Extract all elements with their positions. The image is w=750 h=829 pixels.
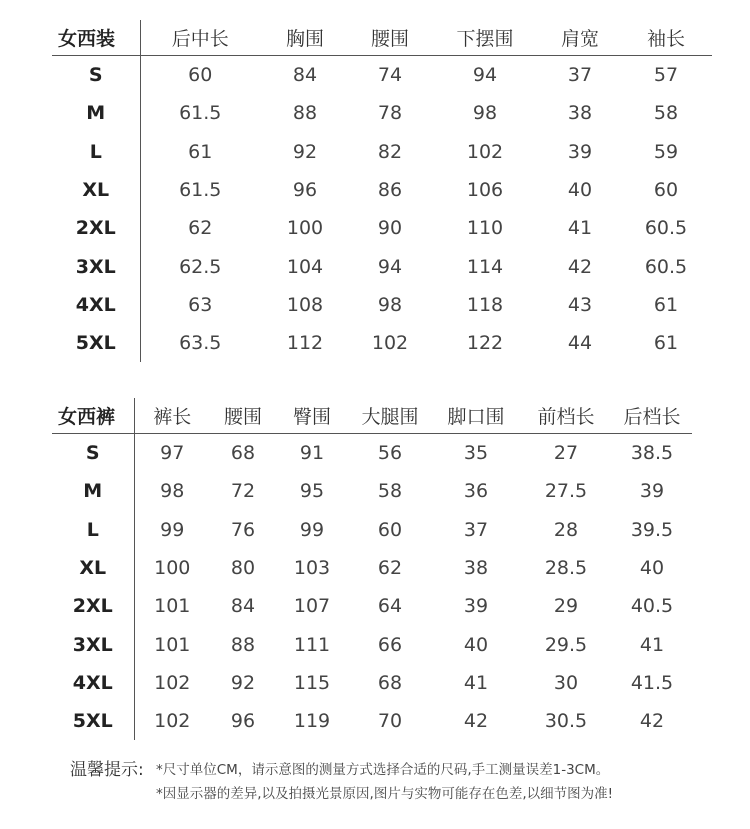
measurement-cell: 119 bbox=[293, 710, 331, 733]
measurement-cell: 41 bbox=[639, 633, 665, 656]
measurement-cell: 38 bbox=[567, 102, 593, 125]
measurement-cell: 102 bbox=[466, 140, 504, 163]
column-header: 肩宽 bbox=[540, 20, 620, 56]
size-label: M bbox=[52, 94, 140, 132]
measurement-cell: 63 bbox=[188, 293, 213, 316]
measurement-cell: 76 bbox=[230, 518, 256, 541]
measurement-cell: 112 bbox=[286, 332, 324, 355]
measurement-cell: 97 bbox=[160, 442, 185, 465]
measurement-cell: 78 bbox=[377, 102, 403, 125]
measurement-cell: 60 bbox=[188, 64, 213, 87]
size-label: 3XL bbox=[52, 247, 140, 285]
measurement-cell: 39.5 bbox=[630, 518, 674, 541]
measurement-cell: 40 bbox=[639, 557, 665, 580]
measurement-cell: 61 bbox=[653, 293, 679, 316]
measurement-cell: 82 bbox=[377, 140, 403, 163]
measurement-cell: 101 bbox=[154, 595, 191, 618]
measurement-cell: 102 bbox=[154, 671, 191, 694]
column-header: 胸围 bbox=[260, 20, 350, 56]
measurement-cell: 44 bbox=[567, 332, 593, 355]
column-header: 腰围 bbox=[210, 398, 276, 434]
measurement-cell: 99 bbox=[160, 518, 185, 541]
column-header: 后档长 bbox=[612, 398, 692, 434]
measurement-cell: 84 bbox=[292, 64, 318, 87]
measurement-cell: 61.5 bbox=[179, 102, 222, 125]
table-row bbox=[52, 702, 692, 740]
measurement-cell: 36 bbox=[463, 480, 489, 503]
table-row bbox=[52, 286, 712, 324]
measurement-cell: 28 bbox=[553, 518, 579, 541]
size-label: XL bbox=[52, 171, 140, 209]
measurement-cell: 115 bbox=[293, 671, 331, 694]
size-label: S bbox=[52, 56, 140, 95]
measurement-cell: 84 bbox=[230, 595, 256, 618]
column-header: 腰围 bbox=[350, 20, 430, 56]
measurement-cell: 102 bbox=[154, 710, 191, 733]
table-row bbox=[52, 94, 712, 132]
measurement-cell: 102 bbox=[371, 332, 409, 355]
measurement-cell: 108 bbox=[286, 293, 324, 316]
measurement-cell: 28.5 bbox=[544, 557, 588, 580]
size-label: 2XL bbox=[52, 209, 140, 247]
measurement-cell: 88 bbox=[292, 102, 318, 125]
table-row bbox=[52, 209, 712, 247]
size-label: 4XL bbox=[52, 286, 140, 324]
measurement-cell: 61 bbox=[188, 140, 213, 163]
column-header: 脚口围 bbox=[432, 398, 520, 434]
measurement-cell: 42 bbox=[567, 255, 593, 278]
measurement-cell: 30.5 bbox=[544, 710, 588, 733]
measurement-cell: 41 bbox=[567, 217, 593, 240]
measurement-cell: 40.5 bbox=[630, 595, 674, 618]
measurement-cell: 107 bbox=[293, 595, 331, 618]
measurement-cell: 74 bbox=[377, 64, 403, 87]
measurement-cell: 60 bbox=[377, 518, 403, 541]
measurement-cell: 37 bbox=[463, 518, 489, 541]
measurement-cell: 104 bbox=[286, 255, 324, 278]
measurement-cell: 57 bbox=[653, 64, 679, 87]
measurement-cell: 95 bbox=[299, 480, 325, 503]
table-row bbox=[52, 511, 692, 549]
size-label: M bbox=[52, 472, 134, 510]
measurement-cell: 66 bbox=[377, 633, 403, 656]
measurement-cell: 63.5 bbox=[179, 332, 222, 355]
measurement-cell: 90 bbox=[377, 217, 403, 240]
measurement-cell: 111 bbox=[293, 633, 331, 656]
measurement-cell: 60 bbox=[653, 179, 679, 202]
table-row bbox=[52, 625, 692, 663]
measurement-cell: 39 bbox=[463, 595, 489, 618]
measurement-cell: 39 bbox=[639, 480, 665, 503]
table-row bbox=[52, 434, 692, 473]
measurement-cell: 43 bbox=[567, 293, 593, 316]
measurement-cell: 38 bbox=[463, 557, 489, 580]
measurement-cell: 41.5 bbox=[630, 671, 674, 694]
measurement-cell: 68 bbox=[230, 442, 256, 465]
measurement-cell: 61 bbox=[653, 332, 679, 355]
table-row bbox=[52, 133, 712, 171]
table-row bbox=[52, 56, 712, 95]
column-header: 后中长 bbox=[140, 20, 260, 56]
measurement-cell: 118 bbox=[466, 293, 504, 316]
measurement-cell: 86 bbox=[377, 179, 403, 202]
column-header: 下摆围 bbox=[430, 20, 540, 56]
measurement-cell: 96 bbox=[292, 179, 318, 202]
measurement-cell: 98 bbox=[377, 293, 403, 316]
measurement-cell: 27 bbox=[553, 442, 579, 465]
table-row bbox=[52, 664, 692, 702]
measurement-cell: 98 bbox=[472, 102, 498, 125]
size-label: 3XL bbox=[52, 625, 134, 663]
measurement-cell: 58 bbox=[377, 480, 403, 503]
size-label: 4XL bbox=[52, 664, 134, 702]
measurement-cell: 35 bbox=[463, 442, 489, 465]
size-label: 2XL bbox=[52, 587, 134, 625]
table-row bbox=[52, 587, 692, 625]
table-row bbox=[52, 247, 712, 285]
measurement-cell: 103 bbox=[293, 557, 331, 580]
measurement-cell: 100 bbox=[154, 557, 191, 580]
measurement-cell: 99 bbox=[299, 518, 325, 541]
size-label: S bbox=[52, 434, 134, 473]
measurement-cell: 42 bbox=[639, 710, 665, 733]
measurement-cell: 91 bbox=[299, 442, 325, 465]
measurement-cell: 56 bbox=[377, 442, 403, 465]
measurement-cell: 70 bbox=[377, 710, 403, 733]
measurement-cell: 61.5 bbox=[179, 179, 222, 202]
measurement-cell: 58 bbox=[653, 102, 679, 125]
measurement-cell: 114 bbox=[466, 255, 504, 278]
table-row bbox=[52, 472, 692, 510]
measurement-cell: 30 bbox=[553, 671, 579, 694]
measurement-cell: 41 bbox=[463, 671, 489, 694]
measurement-cell: 100 bbox=[286, 217, 324, 240]
measurement-cell: 62 bbox=[377, 557, 403, 580]
size-label: 5XL bbox=[52, 324, 140, 362]
tips-section bbox=[70, 758, 613, 806]
tips-label: 温馨提示: bbox=[70, 760, 144, 780]
measurement-cell: 39 bbox=[567, 140, 593, 163]
column-header: 前档长 bbox=[520, 398, 612, 434]
measurement-cell: 42 bbox=[463, 710, 489, 733]
column-header: 大腿围 bbox=[348, 398, 432, 434]
measurement-cell: 29.5 bbox=[544, 633, 588, 656]
measurement-cell: 68 bbox=[377, 671, 403, 694]
measurement-cell: 88 bbox=[230, 633, 256, 656]
size-label: L bbox=[52, 133, 140, 171]
measurement-cell: 92 bbox=[230, 671, 256, 694]
measurement-cell: 29 bbox=[553, 595, 579, 618]
size-label: 5XL bbox=[52, 702, 134, 740]
measurement-cell: 60.5 bbox=[644, 255, 688, 278]
tips-line: *尺寸单位CM，请示意图的测量方式选择合适的尺码,手工测量误差1-3CM。 bbox=[156, 762, 610, 778]
column-header: 臀围 bbox=[276, 398, 348, 434]
measurement-cell: 110 bbox=[466, 217, 504, 240]
measurement-cell: 40 bbox=[567, 179, 593, 202]
size-label: XL bbox=[52, 549, 134, 587]
table-row bbox=[52, 171, 712, 209]
jacket-size-table bbox=[52, 20, 712, 362]
table-header-row bbox=[52, 20, 712, 56]
measurement-cell: 94 bbox=[377, 255, 403, 278]
table-title: 女西装 bbox=[52, 20, 140, 56]
measurement-cell: 37 bbox=[567, 64, 593, 87]
column-header: 袖长 bbox=[620, 20, 712, 56]
measurement-cell: 98 bbox=[160, 480, 185, 503]
table-header-row bbox=[52, 398, 692, 434]
table-row bbox=[52, 324, 712, 362]
measurement-cell: 62.5 bbox=[179, 255, 222, 278]
pants-size-table bbox=[52, 398, 692, 740]
measurement-cell: 122 bbox=[466, 332, 504, 355]
measurement-cell: 40 bbox=[463, 633, 489, 656]
measurement-cell: 38.5 bbox=[630, 442, 674, 465]
column-header: 裤长 bbox=[134, 398, 210, 434]
measurement-cell: 96 bbox=[230, 710, 256, 733]
table-title: 女西裤 bbox=[52, 398, 134, 434]
measurement-cell: 92 bbox=[292, 140, 318, 163]
measurement-cell: 59 bbox=[653, 140, 679, 163]
measurement-cell: 27.5 bbox=[544, 480, 588, 503]
measurement-cell: 80 bbox=[230, 557, 256, 580]
size-label: L bbox=[52, 511, 134, 549]
measurement-cell: 106 bbox=[466, 179, 504, 202]
tips-line: *因显示器的差异,以及拍摄光景原因,图片与实物可能存在色差,以细节图为准! bbox=[156, 786, 614, 802]
measurement-cell: 60.5 bbox=[644, 217, 688, 240]
measurement-cell: 64 bbox=[377, 595, 403, 618]
measurement-cell: 62 bbox=[188, 217, 213, 240]
measurement-cell: 94 bbox=[472, 64, 498, 87]
measurement-cell: 101 bbox=[154, 633, 191, 656]
measurement-cell: 72 bbox=[230, 480, 256, 503]
table-row bbox=[52, 549, 692, 587]
